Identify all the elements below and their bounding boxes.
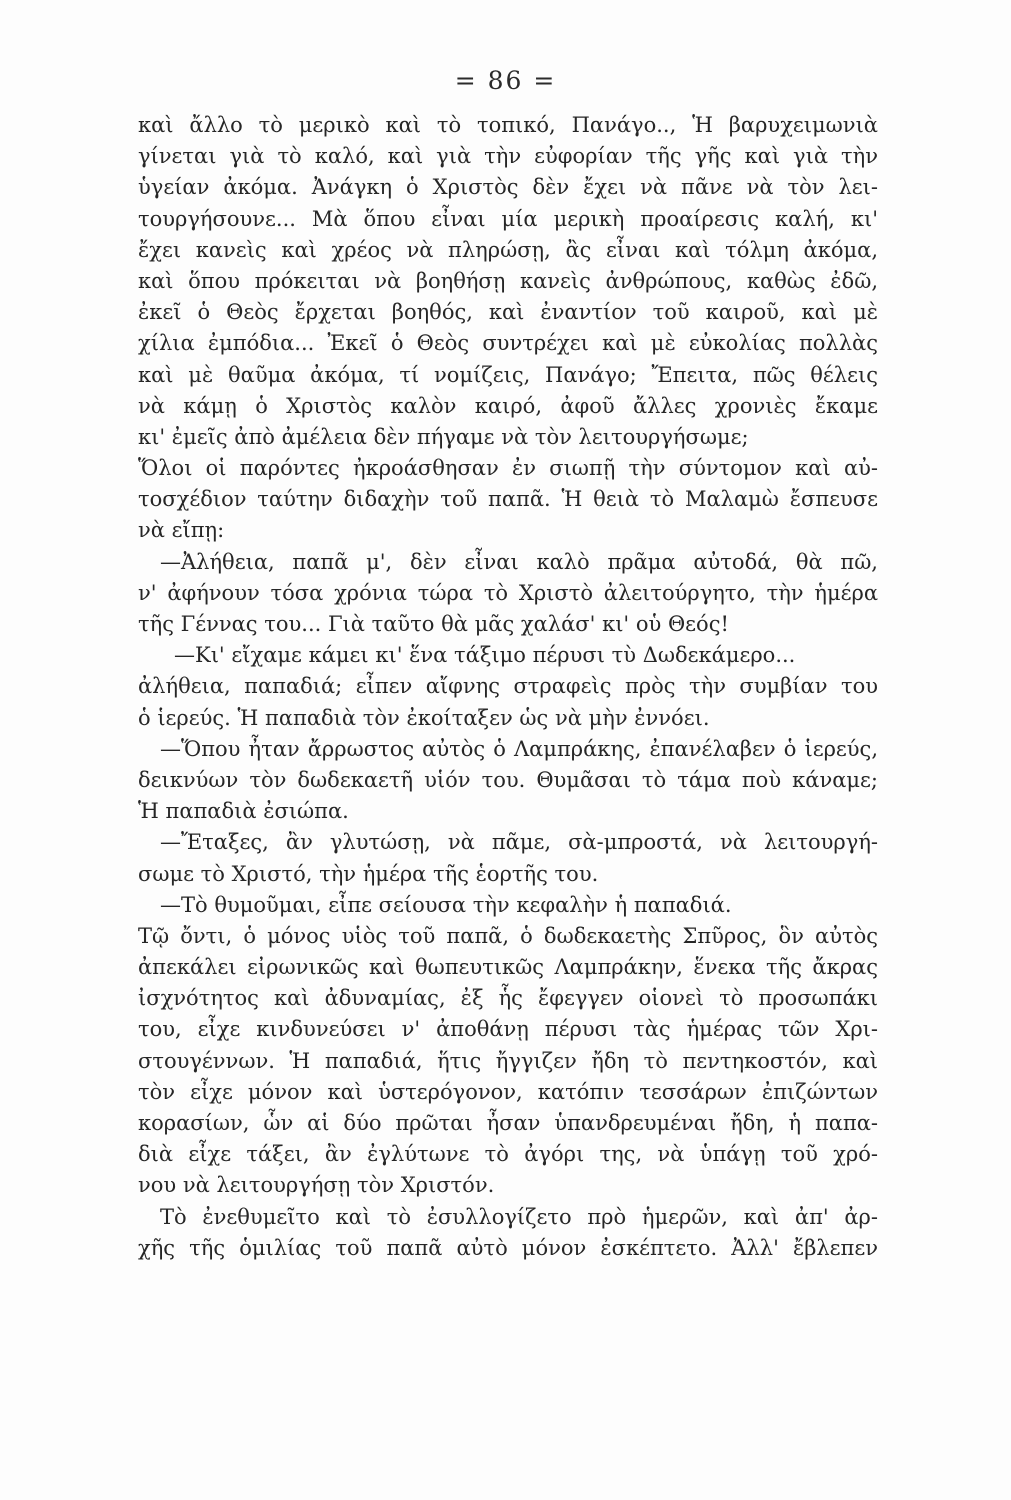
text-line: Ἡ παπαδιὰ ἐσιώπα. <box>138 799 349 824</box>
text-line: ν' ἀφήνουν τόσα χρόνια τώρα τὸ Χριστὸ ἀλειτούργητο, τὴν ἡμέρα <box>138 580 878 605</box>
text-line: —Ἀλήθεια, παπᾶ μ', δὲν εἶναι καλὸ πρᾶμα αὐτοδά, θὰ πῶ, <box>160 549 878 574</box>
text-line: τουργήσουνε... Μὰ ὅπου εἶναι μία μερικὴ προαίρεσις καλή, κι' <box>138 206 878 231</box>
text-line: Τῷ ὄντι, ὁ μόνος υἱὸς τοῦ παπᾶ, ὁ δωδεκαετὴς Σπῦρος, ὃν αὐτὸς <box>138 923 878 948</box>
text-line: —Τὸ θυμοῦμαι, εἶπε σείουσα τὴν κεφαλὴν ἡ παπαδιά. <box>160 892 732 917</box>
text-line: στουγέννων. Ἡ παπαδιά, ἥτις ἤγγιζεν ἤδη τὸ πεντηκοστόν, καὶ <box>138 1048 878 1073</box>
text-line: νὰ εἴπῃ: <box>138 518 225 543</box>
text-line: ἔχει κανεὶς καὶ χρέος νὰ πληρώσῃ, ἂς εἶναι καὶ τόλμη ἀκόμα, <box>138 237 878 262</box>
text-line: κορασίων, ὧν αἱ δύο πρῶται ἦσαν ὑπανδρευμέναι ἤδη, ἡ παπα- <box>138 1111 878 1135</box>
text-line: του, εἶχε κινδυνεύσει ν' ἀποθάνῃ πέρυσι τὰς ἡμέρας τῶν Χρι- <box>138 1017 878 1042</box>
text-line: ἐκεῖ ὁ Θεὸς ἔρχεται βοηθός, καὶ ἐναντίον τοῦ καιροῦ, καὶ μὲ <box>138 300 878 325</box>
text-line: διὰ εἶχε τάξει, ἂν ἐγλύτωνε τὸ ἀγόρι της, νὰ ὑπάγῃ τοῦ χρό- <box>138 1142 878 1167</box>
text-line: καὶ μὲ θαῦμα ἀκόμα, τί νομίζεις, Πανάγο; Ἔπειτα, πῶς θέλεις <box>138 362 878 387</box>
text-line: —Κι' εἴχαμε κάμει κι' ἕνα τάξιμο πέρυσι τὺ Δωδεκάμερο... <box>174 643 796 668</box>
text-line: ἀλήθεια, παπαδιά; εἶπεν αἴφνης στραφεὶς πρὸς τὴν συμβίαν του <box>138 674 878 699</box>
text-line: γίνεται γιὰ τὸ καλό, καὶ γιὰ τὴν εὐφορίαν τῆς γῆς καὶ γιὰ τὴν <box>138 144 878 169</box>
text-line: δεικνύων τὸν δωδεκαετῆ υἱόν του. Θυμᾶσαι τὸ τάμα ποὺ κάναμε; <box>138 767 878 792</box>
text-line: τοσχέδιον ταύτην διδαχὴν τοῦ παπᾶ. Ἡ θειὰ τὸ Μαλαμὼ ἔσπευσε <box>138 487 878 512</box>
text-line: Τὸ ἐνεθυμεῖτο καὶ τὸ ἐσυλλογίζετο πρὸ ἡμερῶν, καὶ ἀπ' ἀρ- <box>160 1204 878 1229</box>
text-line: κι' ἐμεῖς ἀπὸ ἀμέλεια δὲν πήγαμε νὰ τὸν λειτουργήσωμε; <box>138 424 749 449</box>
text-line: νὰ κάμῃ ὁ Χριστὸς καλὸν καιρό, ἀφοῦ ἄλλες χρονιὲς ἔκαμε <box>138 393 878 418</box>
text-line: ἰσχνότητος καὶ ἀδυναμίας, ἐξ ἧς ἔφεγγεν οἱονεὶ τὸ προσωπάκι <box>138 986 878 1011</box>
text-line: σωμε τὸ Χριστό, τὴν ἡμέρα τῆς ἑορτῆς του. <box>138 861 599 886</box>
text-line: χῆς τῆς ὁμιλίας τοῦ παπᾶ αὐτὸ μόνον ἐσκέπτετο. Ἀλλ' ἔβλεπεν <box>138 1235 878 1260</box>
text-line: τὸν εἶχε μόνον καὶ ὑστερόγονον, κατόπιν τεσσάρων ἐπιζώντων <box>138 1079 878 1104</box>
text-line: —Ὅπου ἦταν ἄρρωστος αὐτὸς ὁ Λαμπράκης, ἐπανέλαβεν ὁ ἱερεύς, <box>160 736 878 761</box>
text-line: ὑγείαν ἀκόμα. Ἀνάγκη ὁ Χριστὸς δὲν ἔχει νὰ πᾶνε νὰ τὸν λει- <box>138 175 878 200</box>
text-line: τῆς Γέννας του... Γιὰ ταῦτο θὰ μᾶς χαλάσ' κι' οὑ Θεός! <box>138 612 729 636</box>
text-line: νου νὰ λειτουργήσῃ τὸν Χριστόν. <box>138 1173 495 1198</box>
text-line: καὶ ὅπου πρόκειται νὰ βοηθήσῃ κανεὶς ἀνθρώπους, καθὼς ἐδῶ, <box>138 268 878 293</box>
text-line: χίλια ἐμπόδια... Ἐκεῖ ὁ Θεὸς συντρέχει καὶ μὲ εὐκολίας πολλὰς <box>138 331 878 356</box>
page-number: = 86 = <box>454 66 557 95</box>
text-line: ἀπεκάλει εἰρωνικῶς καὶ θωπευτικῶς Λαμπράκην, ἕνεκα τῆς ἄκρας <box>138 955 878 980</box>
body-text <box>138 110 878 1264</box>
text-line: —Ἔταξες, ἂν γλυτώσῃ, νὰ πᾶμε, σὰ-μπροστά, νὰ λειτουργή- <box>160 830 878 855</box>
text-line: ὁ ἱερεύς. Ἡ παπαδιὰ τὸν ἐκοίταξεν ὡς νὰ μὴν ἐννόει. <box>138 705 710 730</box>
text-line: Ὅλοι οἱ παρόντες ἠκροάσθησαν ἐν σιωπῇ τὴν σύντομον καὶ αὐ- <box>138 456 878 481</box>
text-line: καὶ ἄλλο τὸ μερικὸ καὶ τὸ τοπικό, Πανάγο.., Ἡ βαρυχειμωνιὰ <box>138 113 878 137</box>
